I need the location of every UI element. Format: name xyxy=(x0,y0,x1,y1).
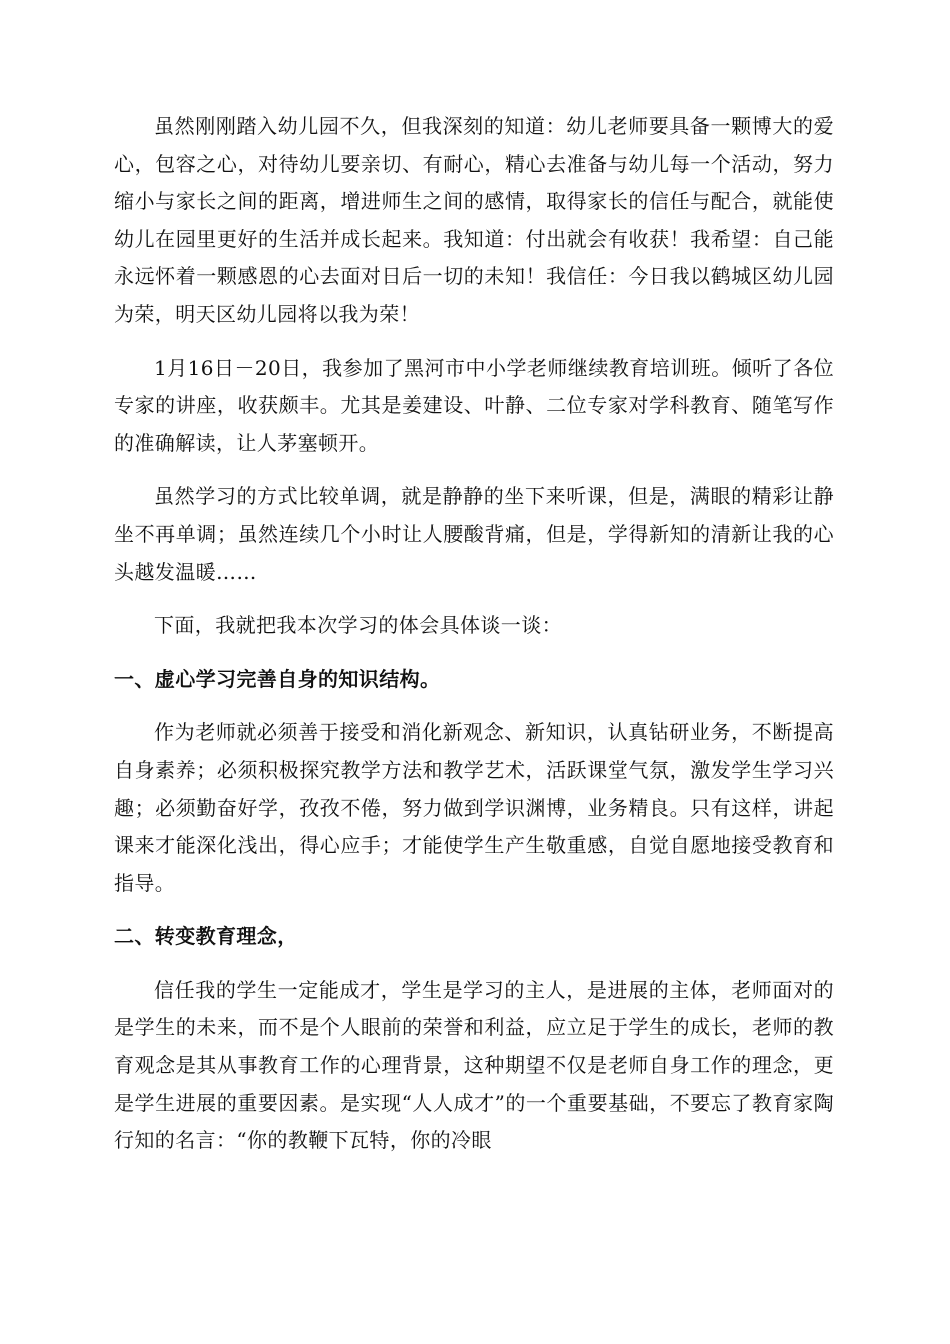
paragraph-3: 虽然学习的方式比较单调，就是静静的坐下来听课，但是，满眼的精彩让静坐不再单调；虽然连续几个小时让人腰酸背痛，但是，学得新知的清新让我的心头越发温暖…… xyxy=(114,484,834,584)
section-heading-1: 一、虚心学习完善自身的知识结构。 xyxy=(114,666,441,691)
paragraph-6: 信任我的学生一定能成才，学生是学习的主人，是进展的主体，老师面对的是学生的未来，而不是个人眼前的荣誉和利益，应立足于学生的成长，老师的教育观念是其从事教育工作的心理背景，这种期望不仅是老师自身工作的理念，更是学生进展的重要因素。是实现“人人成才”的一个重要基础，不要忘了教育家陶行知的名言：“你的教鞭下瓦特，你的冷眼 xyxy=(114,977,834,1153)
paragraph-1: 虽然刚刚踏入幼儿园不久，但我深刻的知道：幼儿老师要具备一颗博大的爱心，包容之心，对待幼儿要亲切、有耐心，精心去准备与幼儿每一个活动，努力缩小与家长之间的距离，增进师生之间的感情，取得家长的信任与配合，就能使幼儿在园里更好的生活并成长起来。我知道：付出就会有收获！我希望：自己能永远怀着一颗感恩的心去面对日后一切的未知！我信任：今日我以鹤城区幼儿园为荣，明天区幼儿园将以我为荣！ xyxy=(114,114,834,326)
paragraph-4: 下面，我就把我本次学习的体会具体谈一谈： xyxy=(154,613,562,638)
paragraph-2: 1月16日－20日，我参加了黑河市中小学老师继续教育培训班。倾听了各位专家的讲座，收获颇丰。尤其是姜建设、叶静、二位专家对学科教育、随笔写作的准确解读，让人茅塞顿开。 xyxy=(114,355,834,455)
paragraph-5: 作为老师就必须善于接受和消化新观念、新知识，认真钻研业务，不断提高自身素养；必须积极探究教学方法和教学艺术，活跃课堂气氛，激发学生学习兴趣；必须勤奋好学，孜孜不倦，努力做到学识渊博，业务精良。只有这样，讲起课来才能深化浅出，得心应手；才能使学生产生敬重感，自觉自愿地接受教育和指导。 xyxy=(114,720,834,895)
section-heading-2: 二、转变教育理念， xyxy=(114,924,298,949)
document-body xyxy=(114,108,834,1176)
